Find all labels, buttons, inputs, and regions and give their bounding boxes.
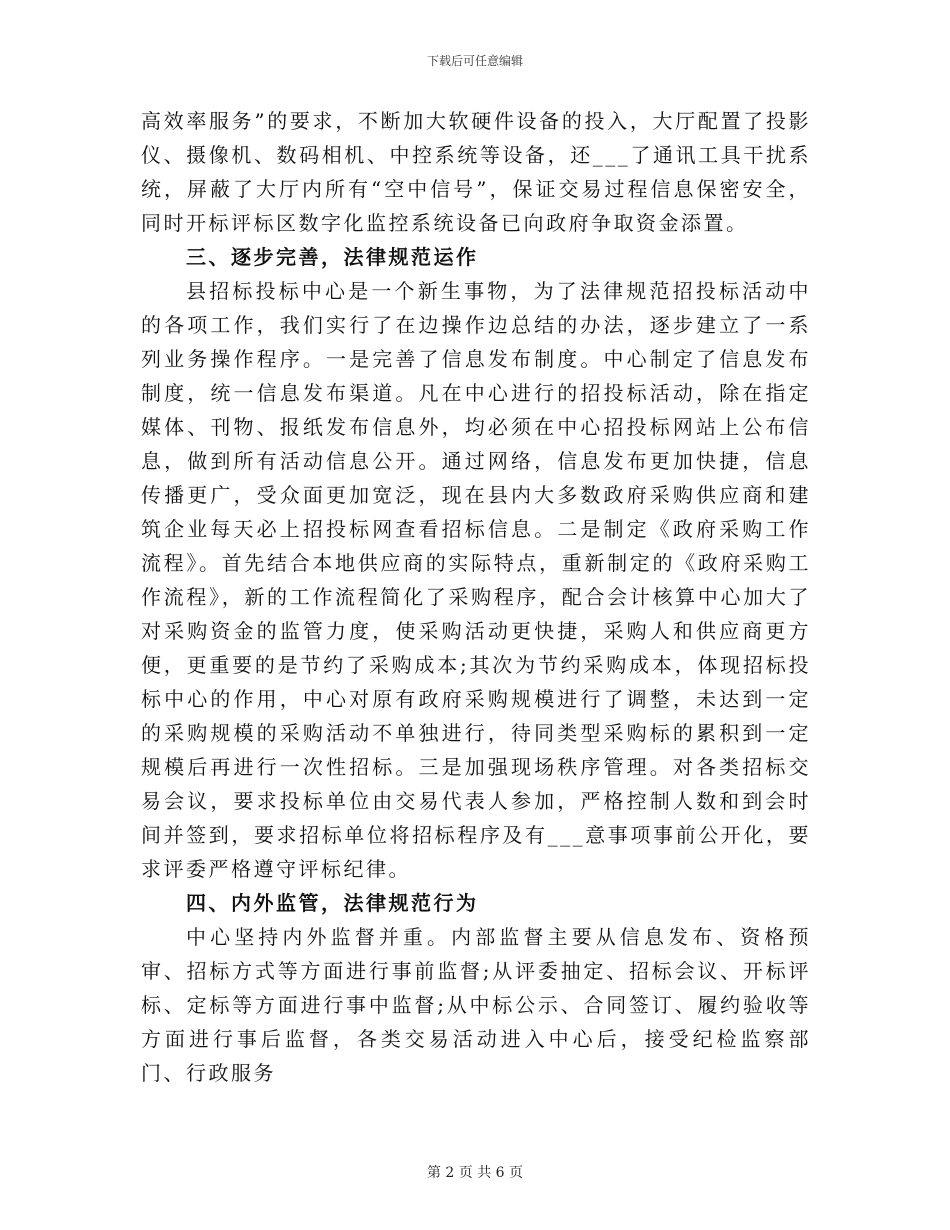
paragraph-section-4: 中心坚持内外监督并重。内部监督主要从信息发布、资格预审、招标方式等方面进行事前监督;从评委抽定、招标会议、开标评标、定标等方面进行事中监督;从中标公示、合同签订、履约验收等方面进行事后监督，各类交易活动进入中心后，接受纪检监察部门、行政服务: [141, 925, 811, 1085]
paragraph-section-3: 县招标投标中心是一个新生事物，为了法律规范招投标活动中的各项工作，我们实行了在边操作边总结的办法，逐步建立了一系列业务操作程序。一是完善了信息发布制度。中心制定了信息发布制度，统一信息发布渠道。凡在中心进行的招投标活动，除在指定媒体、刊物、报纸发布信息外，均必须在中心招投标网站上公布信息，做到所有活动信息公开。通过网络，信息发布更加快捷，信息传播更广，受众面更加宽泛，现在县内大多数政府采购供应商和建筑企业每天必上招投标网查看招标信息。二是制定《政府采购工作流程》。首先结合本地供应商的实际特点，重新制定的《政府采购工作流程》，新的工作流程简化了采购程序，配合会计核算中心加大了对采购资金的监管力度，使采购活动更快捷，采购人和供应商更方便，更重要的是节约了采购成本;其次为节约采购成本，体现招标投标中心的作用，中心对原有政府采购规模进行了调整，未达到一定的采购规模的采购活动不单独进行，待同类型采购标的累积到一定规模后再进行一次性招标。三是加强现场秩序管理。对各类招标交易会议，要求投标单位由交易代表人参加，严格控制人数和到会时间并签到，要求招标单位将招标程序及有___意事项事前公开化，要求评委严格遵守评标纪律。: [141, 279, 811, 881]
document-body: [141, 104, 811, 1090]
page-number: 第 2 页 共 6 页: [426, 1165, 524, 1181]
section-heading-3: 三、逐步完善，法律规范运作: [186, 245, 479, 269]
paragraph-continued: 高效率服务”的要求，不断加大软硬件设备的投入，大厅配置了投影仪、摄像机、数码相机、中控系统等设备，还___了通讯工具干扰系统，屏蔽了大厅内所有“空中信号”，保证交易过程信息保密安全，同时开标评标区数字化监控系统设备已向政府争取资金添置。: [141, 109, 811, 235]
header-note: 下载后可任意编辑: [426, 54, 523, 68]
section-heading-4: 四、内外监管，法律规范行为: [186, 891, 479, 915]
